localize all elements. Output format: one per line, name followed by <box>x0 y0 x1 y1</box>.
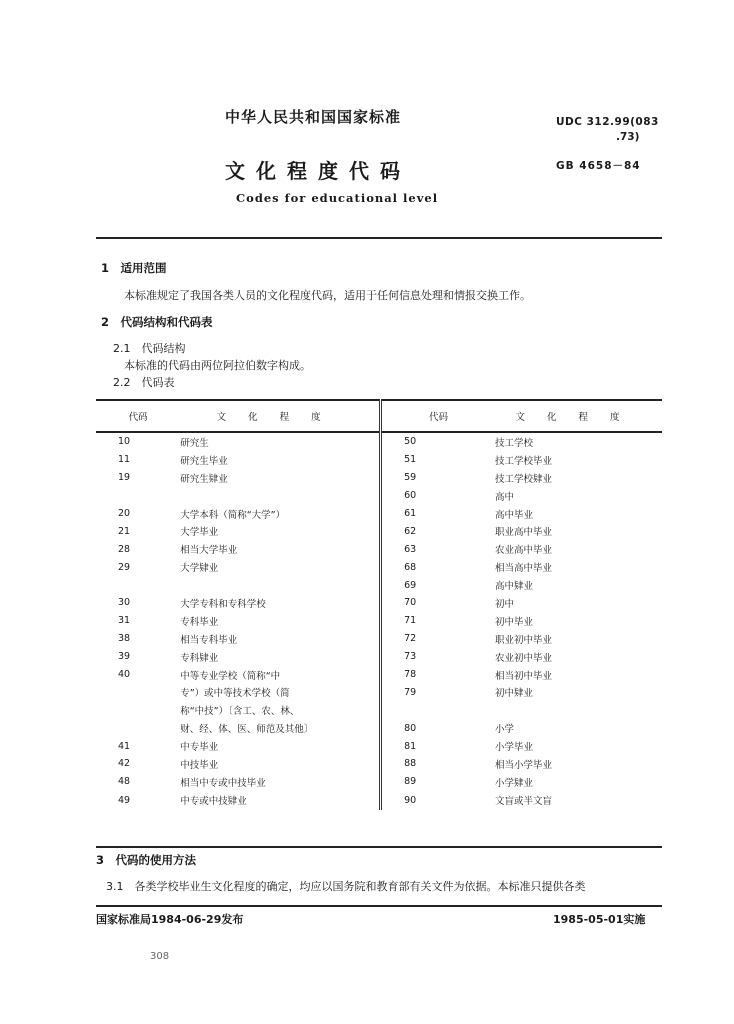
table-row <box>96 737 662 755</box>
header-code: 代码 <box>96 400 180 432</box>
code-right: 89 <box>381 773 495 791</box>
section-1-text: 本标准规定了我国各类人员的文化程度代码，适用于任何信息处理和情报交换工作。 <box>124 289 531 302</box>
code-right <box>381 701 495 719</box>
code-right: 59 <box>381 469 495 487</box>
document-title-english: Codes for educational level <box>236 191 439 205</box>
table-row <box>96 558 662 576</box>
code-left: 49 <box>118 794 131 806</box>
section-2-heading: 2 代码结构和代码表 <box>101 315 213 329</box>
table-row <box>96 576 662 594</box>
code-right: 62 <box>381 522 495 540</box>
level-right: 技工学校肄业 <box>494 473 552 485</box>
table-row <box>96 612 662 630</box>
document-title: 文化程度代码 <box>225 159 411 183</box>
level-right: 农业初中毕业 <box>494 652 552 664</box>
code-right: 80 <box>381 719 495 737</box>
level-right: 技工学校毕业 <box>494 455 552 467</box>
standard-number: GB 4658－84 <box>556 160 641 172</box>
header-code: 代码 <box>381 400 495 432</box>
table-row <box>96 791 662 810</box>
code-right: 68 <box>381 558 495 576</box>
code-left: 41 <box>118 740 131 752</box>
level-right: 初中 <box>494 598 514 610</box>
level-left: 大学本科（简称“大学”） <box>180 509 286 521</box>
level-left: 中专毕业 <box>180 742 219 754</box>
issuing-authority: 中华人民共和国国家标准 <box>225 108 402 126</box>
table-row <box>96 666 662 684</box>
level-right <box>495 701 662 719</box>
code-left: 42 <box>118 758 131 770</box>
level-left: 大学毕业 <box>180 527 219 539</box>
table-row <box>96 683 662 701</box>
header-level: 文化程度 <box>180 400 380 432</box>
code-right: 88 <box>381 755 495 773</box>
level-right: 小学毕业 <box>494 742 533 754</box>
level-left: 大学专科和专科学校 <box>180 598 266 610</box>
code-right: 70 <box>381 594 495 612</box>
code-right: 69 <box>381 576 495 594</box>
code-left: 31 <box>118 615 131 627</box>
code-left: 10 <box>118 436 131 448</box>
level-right: 相当小学毕业 <box>494 759 552 771</box>
level-right: 高中 <box>494 491 514 503</box>
level-right: 小学 <box>494 724 514 736</box>
page-number: 308 <box>150 951 170 962</box>
section-2-1-text: 本标准的代码由两位阿拉伯数字构成。 <box>124 359 311 372</box>
code-left: 48 <box>118 776 131 788</box>
level-left <box>180 487 380 505</box>
code-right: 63 <box>381 540 495 558</box>
table-row <box>96 469 662 487</box>
code-left: 21 <box>118 525 131 537</box>
code-table-body <box>96 432 662 810</box>
level-left <box>180 576 380 594</box>
table-row <box>96 719 662 737</box>
section-2-1-heading: 2.1 代码结构 <box>113 342 186 355</box>
table-row <box>96 432 662 451</box>
level-left: 相当大学毕业 <box>180 545 238 557</box>
level-right: 技工学校 <box>494 437 533 449</box>
issue-date: 国家标准局1984-06-29发布 <box>96 913 244 926</box>
level-left: 研究生肄业 <box>180 473 228 485</box>
section-1-heading: 1 适用范围 <box>101 261 167 275</box>
level-left: 中等专业学校（简称“中 <box>180 670 281 682</box>
code-right: 51 <box>381 451 495 469</box>
code-left: 38 <box>118 633 131 645</box>
code-left: 20 <box>118 508 131 519</box>
code-right: 60 <box>381 487 495 505</box>
table-row <box>96 701 662 719</box>
level-right: 职业高中毕业 <box>494 527 552 539</box>
level-right: 初中毕业 <box>494 616 533 628</box>
table-row <box>96 630 662 648</box>
code-right: 61 <box>381 505 495 523</box>
level-right: 高中毕业 <box>494 509 533 521</box>
code-left: 40 <box>118 669 131 681</box>
table-row <box>96 594 662 612</box>
header-divider <box>96 237 662 239</box>
table-row <box>96 451 662 469</box>
section-2-2-heading: 2.2 代码表 <box>113 376 175 389</box>
level-left: 研究生 <box>180 437 209 449</box>
effective-date: 1985-05-01实施 <box>553 913 646 926</box>
code-right: 72 <box>381 630 495 648</box>
table-bottom-rule <box>96 846 662 848</box>
table-row <box>96 522 662 540</box>
level-right: 相当初中毕业 <box>494 670 552 682</box>
level-left: 中技毕业 <box>180 759 219 771</box>
level-left: 专”）或中等技术学校（简 <box>180 688 290 700</box>
level-right: 农业高中毕业 <box>494 545 552 557</box>
level-left: 专科肄业 <box>180 652 219 664</box>
code-left <box>96 576 180 594</box>
code-right: 73 <box>381 648 495 666</box>
udc-number-continued: .73) <box>616 131 640 143</box>
table-row <box>96 773 662 791</box>
code-left: 11 <box>118 454 131 466</box>
level-left: 相当专科毕业 <box>180 634 238 646</box>
code-right: 71 <box>381 612 495 630</box>
table-row <box>96 487 662 505</box>
level-right: 文盲或半文盲 <box>494 796 552 808</box>
table-row <box>96 505 662 523</box>
section-3-1-text: 3.1 各类学校毕业生文化程度的确定，均应以国务院和教育部有关文件为依据。本标准只提供各类 <box>106 880 586 893</box>
code-right: 79 <box>381 683 495 701</box>
level-left: 专科毕业 <box>180 616 219 628</box>
level-left: 大学肄业 <box>180 563 219 575</box>
code-left: 30 <box>118 597 131 609</box>
code-left: 19 <box>118 472 131 484</box>
code-table-header <box>96 400 662 432</box>
header-level: 文化程度 <box>495 400 662 432</box>
level-right: 职业初中毕业 <box>494 634 552 646</box>
code-right: 90 <box>381 791 495 810</box>
code-left <box>96 701 180 719</box>
table-row <box>96 755 662 773</box>
level-left: 相当中专或中技毕业 <box>180 777 266 789</box>
level-right: 高中肄业 <box>494 581 533 593</box>
code-table <box>96 399 662 810</box>
table-row <box>96 648 662 666</box>
table-row <box>96 540 662 558</box>
level-right: 初中肄业 <box>494 688 533 700</box>
level-left: 称“中技”）〔含工、农、林、 <box>180 706 300 718</box>
code-right: 81 <box>381 737 495 755</box>
code-left <box>96 719 180 737</box>
code-left: 28 <box>118 543 131 555</box>
level-right: 相当高中毕业 <box>494 563 552 575</box>
code-left: 29 <box>118 561 131 573</box>
level-right: 小学肄业 <box>494 777 533 789</box>
code-left: 39 <box>118 651 131 663</box>
code-left <box>96 487 180 505</box>
footer-divider <box>96 905 662 907</box>
section-3-heading: 3 代码的使用方法 <box>96 853 197 867</box>
code-left <box>96 683 180 701</box>
level-left: 财、经、体、医、师范及其他〕 <box>180 724 314 736</box>
code-right: 50 <box>381 432 495 451</box>
level-left: 中专或中技肄业 <box>180 796 247 808</box>
udc-number: UDC 312.99(083 <box>556 116 659 128</box>
level-left: 研究生毕业 <box>180 455 228 467</box>
code-right: 78 <box>381 666 495 684</box>
